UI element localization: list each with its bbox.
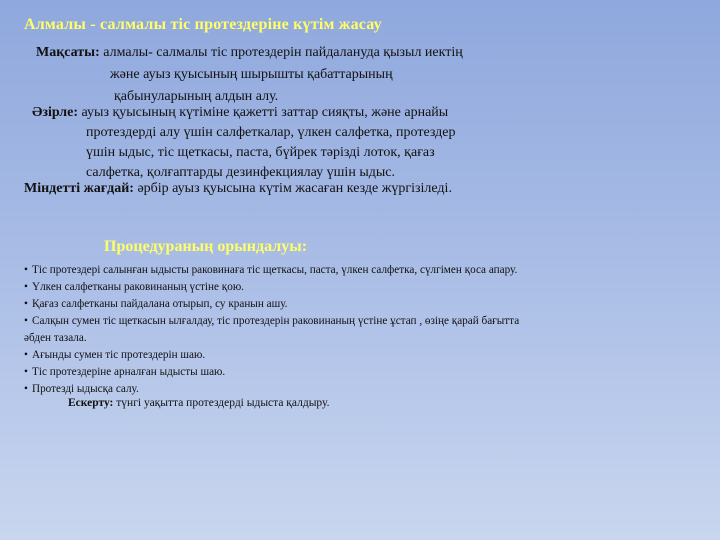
equipment-text-4: салфетка, қолғаптарды дезинфекциялау үшін ыдыс. bbox=[86, 165, 395, 180]
equipment-text-3: үшін ыдыс, тіс щеткасы, паста, бүйрек тәрізді лоток, қағаз bbox=[86, 145, 435, 160]
purpose-line-1 bbox=[36, 44, 463, 62]
equipment-label: Әзірле: bbox=[32, 105, 79, 120]
procedure-step-text: • Тіс протездеріне арналған ыдысты шаю. bbox=[32, 366, 226, 378]
purpose-text-3: қабынуларының алдын алу. bbox=[114, 89, 279, 104]
indication-line bbox=[24, 180, 452, 198]
page-title: Алмалы - салмалы тіс протездеріне күтім жасау bbox=[24, 16, 382, 33]
procedure-step bbox=[24, 279, 704, 296]
procedure-step bbox=[24, 347, 704, 364]
purpose-label: Мақсаты: bbox=[36, 45, 100, 60]
procedure-step-text: • Үлкен салфетканы раковинаның үстіне қою. bbox=[32, 281, 244, 293]
procedure-step bbox=[24, 313, 704, 347]
procedure-step-text: • Тіс протездері салынған ыдысты раковинаға тіс щеткасы, паста, үлкен салфетка, сүлгімен қоса апару. bbox=[32, 264, 518, 276]
note-text: түнгі уақытта протездерді ыдыста қалдыру. bbox=[116, 397, 330, 409]
procedure-title: Процедураның орындалуы: bbox=[104, 238, 308, 255]
procedure-step-text-cont: әбден тазала. bbox=[24, 332, 87, 344]
procedure-step-text: • Салқын сумен тіс щеткасын ылғалдау, тіс протездерін раковинаның үстіне ұстап , өзіңе қарай бағытта bbox=[32, 315, 520, 327]
equipment-text-2: протездерді алу үшін салфеткалар, үлкен салфетка, протездер bbox=[86, 125, 456, 140]
procedure-step-text: • Қағаз салфетканы пайдалана отырып, су кранын ашу. bbox=[32, 298, 288, 310]
note-line bbox=[68, 397, 330, 409]
note-label: Ескерту: bbox=[68, 397, 114, 409]
indication-label: Міндетті жағдай: bbox=[24, 181, 134, 196]
procedure-step bbox=[24, 381, 704, 398]
procedure-step-text: • Протезді ыдысқа салу. bbox=[32, 383, 139, 395]
procedure-step bbox=[24, 262, 704, 279]
procedure-step bbox=[24, 296, 704, 313]
procedure-step-text: • Ағынды сумен тіс протездерін шаю. bbox=[32, 349, 206, 361]
procedure-steps-list bbox=[24, 262, 704, 398]
equipment-text-1: ауыз қуысының күтіміне қажетті заттар сияқты, және арнайы bbox=[81, 105, 449, 120]
purpose-text-1: алмалы- салмалы тіс протездерін пайдалануда қызыл иектің bbox=[103, 45, 463, 60]
purpose-text-2: және ауыз қуысының шырышты қабаттарының bbox=[110, 67, 393, 82]
indication-text: әрбір ауыз қуысына күтім жасаған кезде жүргізіледі. bbox=[137, 181, 452, 196]
equipment-line-1 bbox=[32, 104, 448, 122]
procedure-step bbox=[24, 364, 704, 381]
